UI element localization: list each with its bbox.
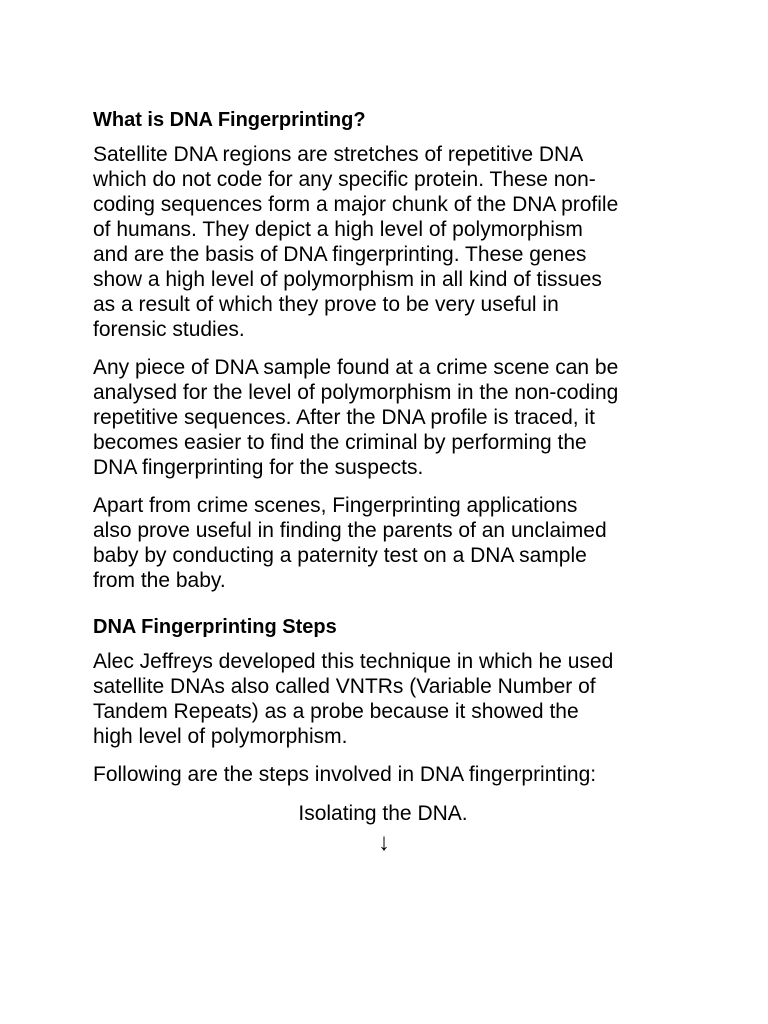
text-line: high level of polymorphism. (93, 725, 348, 748)
text-line: analysed for the level of polymorphism in the non-coding (93, 381, 619, 404)
text-line: Any piece of DNA sample found at a crime scene can be (93, 356, 619, 379)
text-line: becomes easier to find the criminal by performing the (93, 431, 587, 454)
text-line: and are the basis of DNA fingerprinting. These genes (93, 243, 587, 266)
text-line: Tandem Repeats) as a probe because it showed the (93, 700, 579, 723)
text-line: coding sequences form a major chunk of the DNA profile (93, 193, 619, 216)
text-line: Satellite DNA regions are stretches of repetitive DNA (93, 143, 584, 166)
text-line: as a result of which they prove to be very useful in (93, 293, 559, 316)
section-heading-steps: DNA Fingerprinting Steps (93, 616, 337, 638)
step-isolating-dna: Isolating the DNA. (298, 802, 468, 825)
text-line: show a high level of polymorphism in all kind of tissues (93, 268, 602, 291)
text-line: baby by conducting a paternity test on a DNA sample (93, 544, 587, 567)
paragraph-crime-scene (93, 355, 683, 480)
text-line: also prove useful in finding the parents of an unclaimed (93, 519, 607, 542)
text-line: satellite DNAs also called VNTRs (Variable Number of (93, 675, 596, 698)
section-heading-what-is: What is DNA Fingerprinting? (93, 109, 366, 131)
paragraph-steps-intro (93, 762, 683, 787)
text-line: Alec Jeffreys developed this technique in which he used (93, 650, 614, 673)
text-line: Apart from crime scenes, Fingerprinting applications (93, 494, 578, 517)
text-line: Following are the steps involved in DNA fingerprinting: (93, 763, 597, 786)
paragraph-satellite-dna (93, 142, 683, 342)
text-line: of humans. They depict a high level of polymorphism (93, 218, 583, 241)
text-line: forensic studies. (93, 318, 245, 341)
text-line: DNA fingerprinting for the suspects. (93, 456, 424, 479)
down-arrow-icon: ↓ (378, 829, 390, 856)
text-line: repetitive sequences. After the DNA profile is traced, it (93, 406, 595, 429)
text-line: which do not code for any specific protein. These non- (93, 168, 596, 191)
paragraph-alec-jeffreys (93, 649, 683, 749)
paragraph-paternity (93, 493, 683, 593)
document-page (93, 108, 683, 858)
text-line: from the baby. (93, 569, 226, 592)
